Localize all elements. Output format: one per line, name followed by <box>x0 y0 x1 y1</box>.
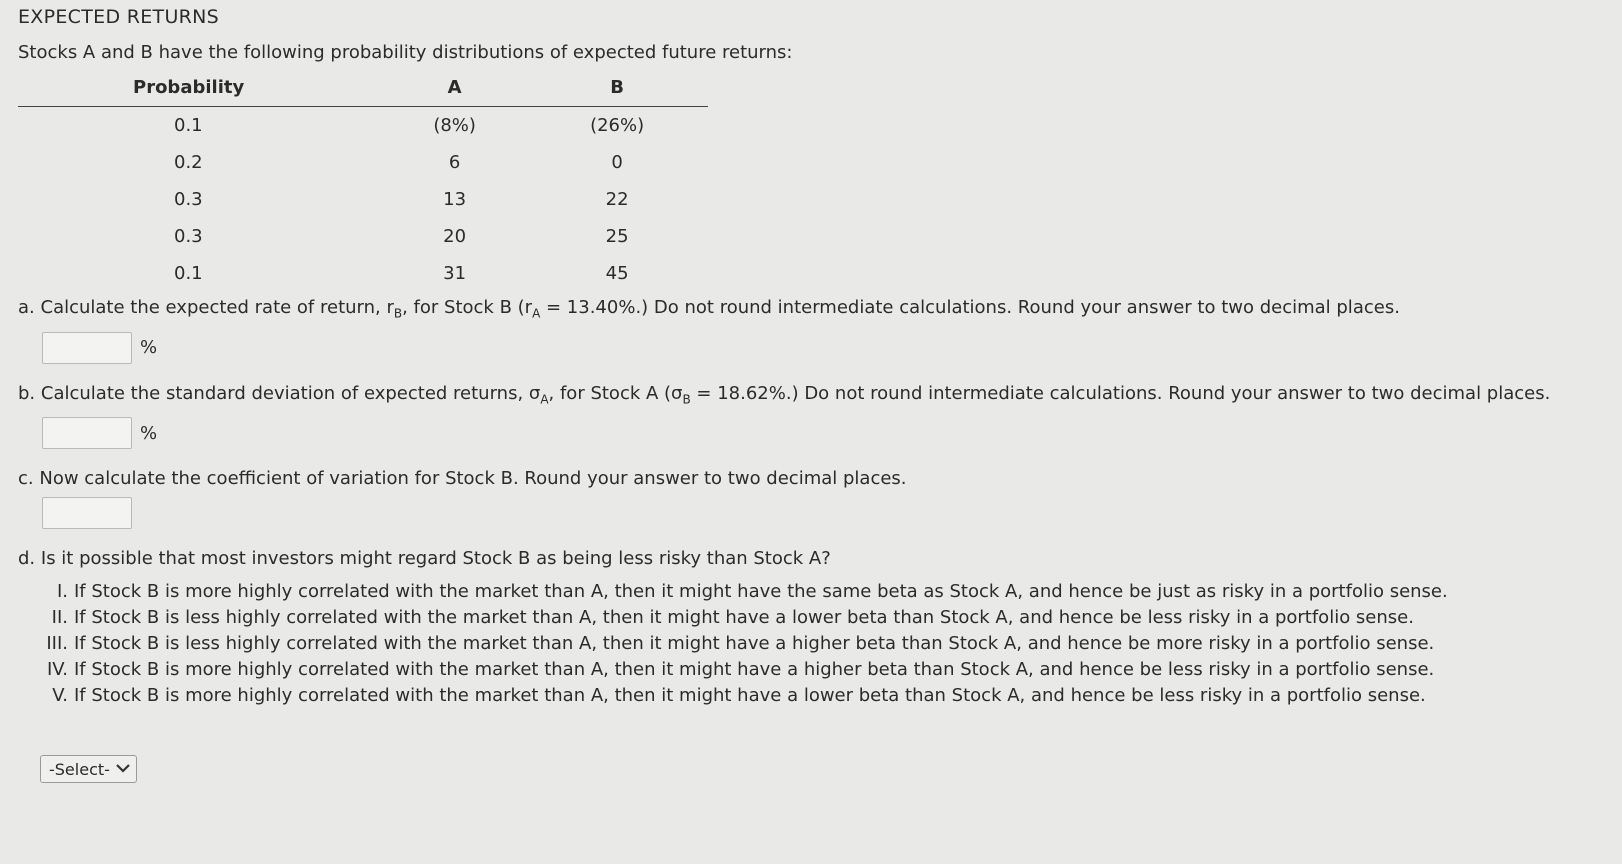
table-row <box>18 181 708 218</box>
option-text: If Stock B is less highly correlated with the market than A, then it might have a lower beta than Stock A, and hence be less risky in a portfolio sense. <box>74 607 1414 629</box>
option-text: If Stock B is less highly correlated with the market than A, then it might have a higher beta than Stock A, and hence be more risky in a portfolio sense. <box>74 633 1435 655</box>
question-a <box>18 296 1608 326</box>
distribution-table <box>18 73 708 292</box>
cell-probability: 0.2 <box>174 151 203 173</box>
cell-b: 45 <box>605 262 629 284</box>
question-a-text-1: Calculate the expected rate of return, r <box>40 297 394 318</box>
cell-probability: 0.3 <box>174 188 203 210</box>
question-a-sub-1: B <box>393 306 403 321</box>
question-b-text-3: = 18.62%.) Do not round intermediate calculations. Round your answer to two decimal places. <box>690 382 1551 404</box>
answer-b-unit: % <box>140 422 158 444</box>
cell-a: 6 <box>448 151 461 173</box>
intro-text: Stocks A and B have the following probability distributions of expected future returns: <box>18 42 793 63</box>
question-c <box>18 467 1608 491</box>
option-list <box>18 579 1608 709</box>
cell-b: 22 <box>605 188 629 210</box>
cell-a: 20 <box>443 225 467 247</box>
cell-probability: 0.3 <box>174 225 203 247</box>
answer-a-unit: % <box>140 337 158 359</box>
question-a-sub-2: A <box>532 306 541 321</box>
list-item <box>18 683 1608 709</box>
answer-b-input[interactable] <box>42 417 132 449</box>
select-label: -Select- <box>49 759 110 779</box>
option-text: If Stock B is more highly correlated with the market than A, then it might have a higher beta than Stock A, and hence be less risky in a portfolio sense. <box>74 659 1435 681</box>
cell-probability: 0.1 <box>174 262 203 284</box>
question-c-label: c. <box>18 468 34 490</box>
table-row <box>18 255 708 292</box>
page-title: EXPECTED RETURNS <box>18 6 220 28</box>
option-text: If Stock B is more highly correlated with the market than A, then it might have a lower beta than Stock A, and hence be less risky in a portfolio sense. <box>74 685 1426 707</box>
answer-a-input[interactable] <box>42 332 132 364</box>
cell-a: 13 <box>443 188 467 210</box>
question-b-label: b. <box>18 382 36 404</box>
answer-d-select[interactable] <box>40 755 137 783</box>
cell-probability: 0.1 <box>174 114 203 136</box>
cell-b: 0 <box>611 151 623 173</box>
question-b <box>18 382 1608 412</box>
answer-a-row <box>42 332 1608 364</box>
list-item <box>18 657 1608 683</box>
question-b-sub-2: B <box>682 392 691 407</box>
problem-page <box>18 6 1608 783</box>
list-item <box>18 579 1608 605</box>
cell-a: 31 <box>443 262 467 284</box>
header-probability: Probability <box>18 73 383 107</box>
cell-a: (8%) <box>433 114 476 136</box>
list-item <box>18 605 1608 631</box>
question-d <box>18 547 1608 571</box>
option-numeral: IV. <box>46 659 68 681</box>
question-b-text-1: Calculate the standard deviation of expected returns, σ <box>40 382 541 404</box>
answer-c-input[interactable] <box>42 497 132 529</box>
answer-c-row <box>42 497 1608 529</box>
question-d-text: Is it possible that most investors might regard Stock B as being less risky than Stock A? <box>40 548 831 570</box>
option-numeral: I. <box>56 581 68 603</box>
table-row <box>18 144 708 181</box>
option-numeral: V. <box>52 685 68 707</box>
cell-b: 25 <box>605 225 629 247</box>
header-a: A <box>383 73 526 107</box>
option-numeral: III. <box>46 633 68 655</box>
question-c-text: Now calculate the coefficient of variation for Stock B. Round your answer to two decimal places. <box>39 468 907 490</box>
option-numeral: II. <box>51 607 68 629</box>
question-b-text-2: , for Stock A (σ <box>548 382 683 404</box>
option-text: If Stock B is more highly correlated with the market than A, then it might have the same beta as Stock A, and hence be just as risky in a portfolio sense. <box>74 581 1448 603</box>
table-row <box>18 218 708 255</box>
question-a-text-3: = 13.40%.) Do not round intermediate calculations. Round your answer to two decimal places. <box>540 297 1400 318</box>
cell-b: (26%) <box>590 114 645 136</box>
chevron-down-icon <box>116 761 130 777</box>
question-a-label: a. <box>18 297 35 318</box>
question-b-sub-1: A <box>540 392 549 407</box>
question-a-text-2: , for Stock B (r <box>402 297 533 318</box>
table-header-row <box>18 73 708 107</box>
header-b: B <box>526 73 708 107</box>
table-row <box>18 107 708 145</box>
question-d-label: d. <box>18 548 36 570</box>
answer-b-row <box>42 417 1608 449</box>
list-item <box>18 631 1608 657</box>
